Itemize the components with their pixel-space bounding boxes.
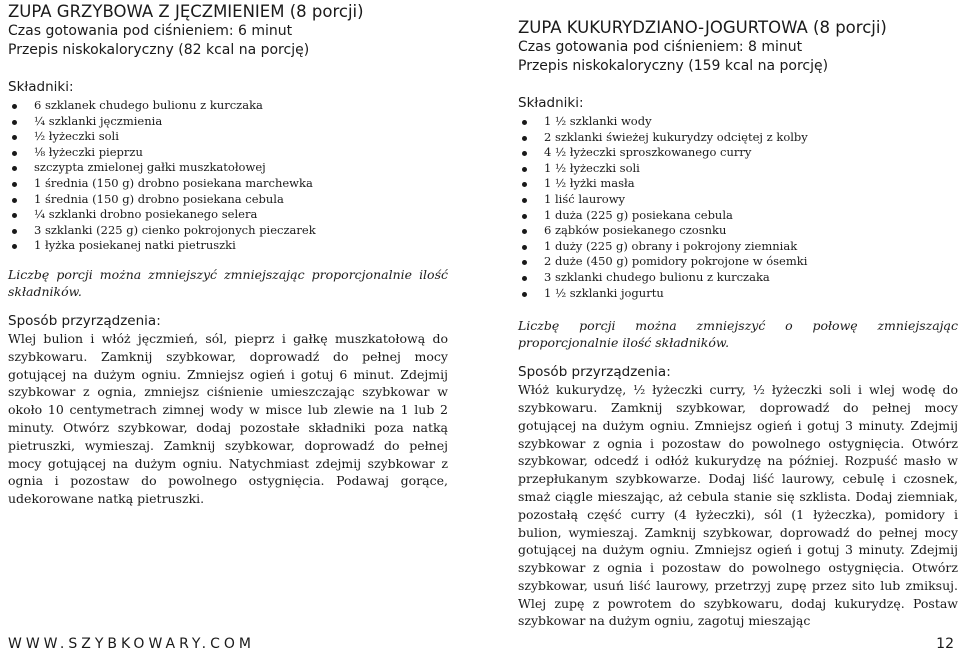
ingredient-item: 3 szklanki chudego bulionu z kurczaka: [518, 270, 958, 286]
method-heading: Sposób przyrządzenia:: [518, 364, 671, 381]
ingredient-item: 6 ząbków posiekanego czosnku: [518, 223, 958, 239]
cooking-time: Czas gotowania pod ciśnieniem: 8 minut: [518, 39, 803, 55]
ingredients-heading: Składniki:: [8, 79, 74, 95]
cooking-time: Czas gotowania pod ciśnieniem: 6 minut: [8, 23, 293, 39]
method-text: Włóż kukurydzę, ½ łyżeczki curry, ½ łyżeczki soli i wlej wodę do szybkowaru. Zamknij szybkowar, doprowadź do pełnej mocy gotującej na dużym ogniu. Zmniejsz ogień i gotuj 3 minuty. Zdejmij szybkowar z ognia i pozostaw do powolnego ostygnięcia. Otwórz szybkowar, odcedź i odłóż kukurydzę na później. Rozpuść masło w przepłukanym szybkowarze. Dodaj liść laurowy, cebulę i czosnek, smaż ciągle mieszając, aż cebula stanie się szklista. Dodaj ziemniak, pozostałą część curry (4 łyżeczki), sól (1 łyżeczka), pomidory i bulion, wymieszaj. Zamknij szybkowar, doprowadź do pełnej mocy gotującej na dużym ogniu. Zmniejsz ogień i gotuj 3 minuty. Zdejmij szybkowar z ognia i pozostaw do powolnego ostygnięcia. Otwórz szybkowar, usuń liść laurowy, przetrzyj zupę przez sito lub zmiksuj. Wlej zupę z powrotem do szybkowaru, dodaj kukurydzę. Postaw szybkowar na dużym ogniu, zagotuj mieszając: [518, 382, 958, 629]
ingredient-item: 6 szklanek chudego bulionu z kurczaka: [8, 98, 448, 114]
recipe-left: [8, 2, 448, 508]
method-text: Wlej bulion i włóż jęczmień, sól, pieprz i gałkę muszkatołową do szybkowaru. Zamknij szybkowar, doprowadź do pełnej mocy gotującej na dużym ogniu. Zmniejsz ogień i gotuj 6 minut. Zdejmij szybkowar z ognia, zmniejsz ciśnienie umieszczając szybkowar w około 10 centymetrach zimnej wody w misce lub zlewie na 1 lub 2 minuty. Otwórz szybkowar, dodaj pozostałe składniki poza natką pietruszki, wymieszaj. Zamknij szybkowar, doprowadź do pełnej mocy gotującej na dużym ogniu. Natychmiast zdejmij szybkowar z ognia i pozostaw do powolnego ostygnięcia. Podawaj gorące, udekorowane natką pietruszki.: [8, 330, 448, 507]
ingredients-heading: Składniki:: [518, 95, 584, 111]
recipe-title: ZUPA KUKURYDZIANO-JOGURTOWA (8 porcji): [518, 18, 887, 37]
calories-info: Przepis niskokaloryczny (82 kcal na porcję): [8, 42, 310, 58]
method-heading: Sposób przyrządzenia:: [8, 312, 161, 329]
ingredient-item: 1 średnia (150 g) drobno posiekana marchewka: [8, 176, 448, 192]
ingredients-list: [518, 114, 958, 301]
page-number: 12: [936, 636, 954, 652]
ingredient-item: 1 duża (225 g) posiekana cebula: [518, 208, 958, 224]
servings-note: Liczbę porcji można zmniejszyć o połowę zmniejszając proporcjonalnie ilość składników.: [518, 318, 958, 351]
ingredients-list: [8, 98, 448, 254]
ingredient-item: 2 szklanki świeżej kukurydzy odciętej z kolby: [518, 130, 958, 146]
servings-note: Liczbę porcji można zmniejszyć zmniejszając proporcjonalnie ilość składników.: [8, 266, 448, 299]
ingredient-item: 1 ½ łyżki masła: [518, 176, 958, 192]
ingredient-item: 1 średnia (150 g) drobno posiekana cebula: [8, 192, 448, 208]
ingredient-item: ¼ szklanki drobno posiekanego selera: [8, 207, 448, 223]
ingredient-item: szczypta zmielonej gałki muszkatołowej: [8, 160, 448, 176]
footer-website: WWW.SZYBKOWARY.COM: [8, 636, 255, 652]
ingredient-item: 1 ½ łyżeczki soli: [518, 161, 958, 177]
ingredient-item: ½ łyżeczki soli: [8, 129, 448, 145]
ingredient-item: 4 ½ łyżeczki sproszkowanego curry: [518, 145, 958, 161]
recipe-right: [518, 18, 958, 630]
ingredient-item: ⅛ łyżeczki pieprzu: [8, 145, 448, 161]
ingredient-item: 1 ½ szklanki jogurtu: [518, 286, 958, 302]
ingredient-item: 1 łyżka posiekanej natki pietruszki: [8, 238, 448, 254]
recipe-title: ZUPA GRZYBOWA Z JĘCZMIENIEM (8 porcji): [8, 2, 364, 21]
ingredient-item: 1 duży (225 g) obrany i pokrojony ziemniak: [518, 239, 958, 255]
ingredient-item: 1 liść laurowy: [518, 192, 958, 208]
ingredient-item: 3 szklanki (225 g) cienko pokrojonych pieczarek: [8, 223, 448, 239]
ingredient-item: 2 duże (450 g) pomidory pokrojone w ósemki: [518, 254, 958, 270]
ingredient-item: ¼ szklanki jęczmienia: [8, 114, 448, 130]
ingredient-item: 1 ½ szklanki wody: [518, 114, 958, 130]
calories-info: Przepis niskokaloryczny (159 kcal na porcję): [518, 58, 829, 74]
